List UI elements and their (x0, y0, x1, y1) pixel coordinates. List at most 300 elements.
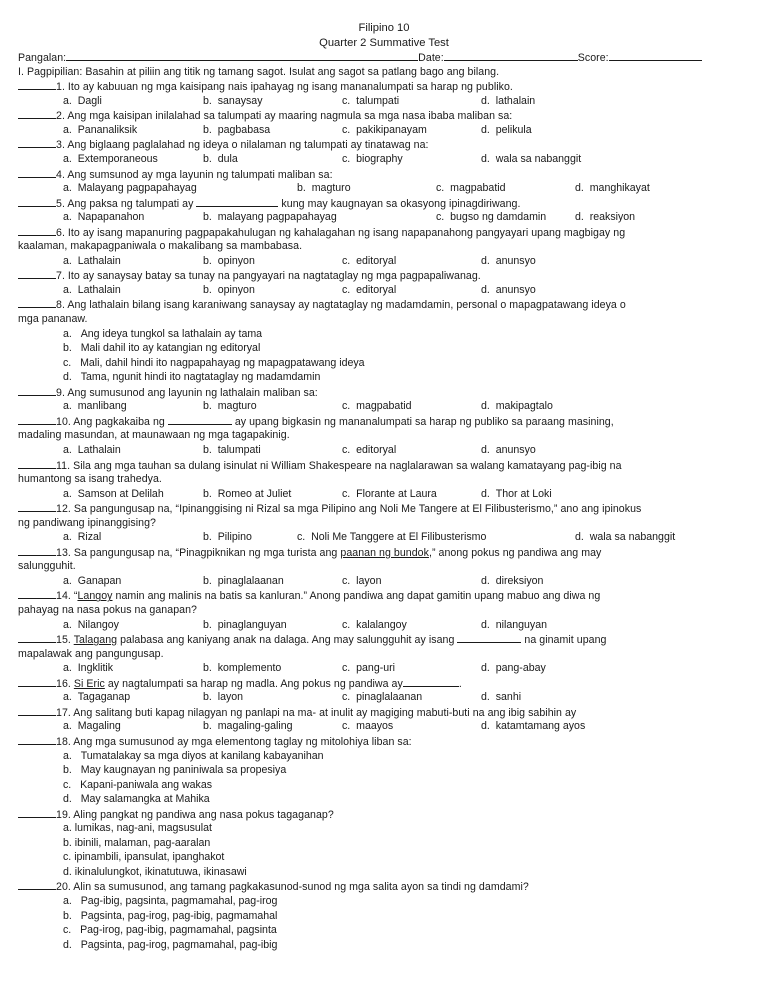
question-10-continued (18, 428, 290, 442)
question-text: humantong sa isang trahedya. (18, 473, 162, 486)
choice-11-c[interactable] (342, 487, 437, 501)
choice-text: anunsyo (495, 283, 536, 296)
choice-text: pelikula (495, 123, 532, 136)
choice-letter: c. (342, 400, 351, 413)
underlined-phrase: paanan ng bundok (340, 546, 429, 559)
question-text: 2. Ang mga kaisipan inilalahad sa talumpati ay maaring nagmula sa mga nasa ibaba maliban sa: (56, 110, 513, 123)
choice-13-a[interactable] (63, 574, 121, 588)
choice-7-a[interactable] (63, 283, 121, 297)
answer-blank-14[interactable] (18, 588, 56, 599)
answer-blank-6[interactable] (18, 225, 56, 236)
question-3 (18, 137, 429, 152)
choice-text: talumpati (217, 443, 261, 456)
choice-text: Ganapan (77, 574, 122, 587)
choice-4-b[interactable] (297, 181, 351, 195)
answer-blank-4[interactable] (18, 167, 56, 178)
question-text: pahayag na nasa pokus na ganapan? (18, 604, 197, 616)
choice-text: malayang pagpapahayag (217, 211, 337, 224)
choice-16-c[interactable] (342, 690, 422, 704)
choice-text: magpabatid (450, 182, 506, 195)
choice-7-c[interactable] (342, 283, 396, 297)
choice-18-c[interactable] (63, 778, 212, 792)
choice-10-b[interactable] (203, 443, 261, 457)
answer-blank-9[interactable] (18, 385, 56, 396)
choice-text: anunsyo (495, 443, 536, 456)
choice-1-c[interactable] (342, 94, 399, 108)
choice-text: May salamangka at Mahika (80, 793, 210, 806)
choice-9-a[interactable] (63, 399, 127, 413)
question-20 (18, 879, 529, 894)
choice-text: Tumatalakay sa mga diyos at kanilang kabayanihan (80, 749, 324, 762)
choice-5-d[interactable] (575, 210, 635, 224)
question-11-continued (18, 472, 162, 486)
choice-letter: b. (63, 342, 72, 355)
choice-text: maayos (356, 720, 394, 733)
question-text: ng pandiwang ipinanggising? (18, 516, 157, 529)
choice-1-b[interactable] (203, 94, 263, 108)
choice-text: reaksiyon (589, 211, 636, 224)
choice-text: Napapanahon (77, 211, 145, 224)
choice-20-d[interactable] (63, 938, 277, 952)
choice-8-b[interactable] (63, 341, 260, 355)
choice-text: makipagtalo (495, 400, 553, 413)
question-text: kung may kaugnayan sa okasyong ipinagdiriwang. (278, 197, 521, 210)
choice-letter: c. (342, 283, 351, 296)
choice-letter: d. (481, 400, 490, 413)
choice-letter: a. (63, 691, 72, 704)
question-13 (18, 545, 601, 560)
choice-text: magturo (311, 182, 351, 195)
choice-letter: a. (63, 152, 72, 165)
answer-blank-10[interactable] (18, 414, 56, 425)
choice-text: Florante at Laura (356, 487, 437, 500)
choice-14-b[interactable] (203, 618, 287, 632)
question-text: 8. Ang lathalain bilang isang karaniwang sanaysay ay nagtataglay ng madamdamin, personal o mapagpatawang ideya o (56, 299, 626, 312)
choice-15-c[interactable] (342, 661, 395, 675)
choice-letter: a. (63, 254, 72, 267)
choice-letter: d. (481, 283, 490, 296)
choice-9-d[interactable] (481, 399, 553, 413)
name-label: Pangalan: (18, 52, 67, 65)
choice-18-a[interactable] (63, 749, 324, 763)
choice-text: editoryal (356, 443, 397, 456)
choice-4-a[interactable] (63, 181, 197, 195)
question-text: 14. “ (56, 590, 78, 603)
choice-15-d[interactable] (481, 661, 546, 675)
choice-letter: d. (481, 123, 490, 136)
choice-text: lathalain (495, 94, 536, 107)
choice-11-a[interactable] (63, 487, 164, 501)
choice-letter: c. (63, 924, 72, 937)
choice-text: Pilipino (217, 531, 252, 544)
choice-text: katamtamang ayos (495, 720, 586, 733)
question-text: 20. Alin sa sumusunod, ang tamang pagkakasunod-sunod ng mga salita ayon sa tindi ng damdami? (56, 881, 529, 894)
choice-letter: c. (342, 487, 351, 500)
choice-12-d[interactable] (575, 530, 675, 544)
choice-letter: c. (342, 662, 351, 675)
choice-text: Pag-irog, pag-ibig, pagmamahal, pagsinta (80, 924, 277, 937)
date-label: Date: (418, 52, 444, 65)
choice-letter: b. (63, 909, 72, 922)
choice-14-a[interactable] (63, 618, 119, 632)
choice-text: manlibang (77, 400, 127, 413)
choice-text: layon (356, 574, 382, 587)
choice-6-b[interactable] (203, 254, 255, 268)
choice-letter: c. (342, 94, 351, 107)
choice-19-c[interactable] (63, 850, 224, 864)
choice-letter: d. (481, 443, 490, 456)
choice-text: pagbabasa (217, 123, 271, 136)
question-text: ay upang bigkasin ng mananalumpati sa harap ng publiko sa paraang masining, (231, 415, 614, 428)
question-text: 4. Ang sumsunod ay mga layunin ng talumpati maliban sa: (56, 168, 333, 181)
answer-blank-3[interactable] (18, 137, 56, 148)
choice-letter: c. (342, 152, 351, 165)
choice-3-b[interactable] (203, 152, 238, 166)
choice-letter: d. (481, 254, 490, 267)
choice-19-d[interactable] (63, 865, 247, 879)
choice-3-c[interactable] (342, 152, 403, 166)
answer-blank-19[interactable] (18, 807, 56, 818)
question-text: 17. Ang salitang buti kapag nilagyan ng panlapi na ma- at inulit ay magiging mabuti-buti na ang ibig sabihin ay (56, 706, 577, 719)
choice-text: Extemporaneous (77, 152, 158, 165)
choice-11-d[interactable] (481, 487, 552, 501)
choice-text: pinaglalaanan (356, 691, 423, 704)
choice-11-b[interactable] (203, 487, 291, 501)
choice-text: layon (217, 691, 244, 704)
choice-letter: a. (63, 662, 72, 675)
choice-letter: a. (63, 574, 72, 587)
choice-20-a[interactable] (63, 894, 277, 908)
choice-letter: c. (63, 356, 72, 369)
choice-letter: c. (342, 254, 351, 267)
question-text: 15. (56, 634, 74, 647)
question-text: 5. Ang paksa ng talumpati ay (56, 197, 197, 210)
choice-text: wala sa nabanggit (495, 152, 582, 165)
choice-17-c[interactable] (342, 719, 393, 733)
choice-text: Kapani-paniwala ang wakas (80, 778, 213, 791)
answer-blank-11[interactable] (18, 458, 56, 469)
choice-letter: c. (63, 778, 72, 791)
choice-text: Noli Me Tanggere at El Filibusterismo (311, 531, 487, 544)
choice-letter: d. (63, 371, 72, 384)
choice-text: biography (356, 152, 403, 165)
question-7 (18, 268, 481, 283)
question-text: madaling masundan, at maunawaan ng mga tagapakinig. (18, 429, 290, 442)
choice-text: Tama, ngunit hindi ito nagtataglay ng madamdamin (80, 371, 321, 384)
choice-text: nilanguyan (495, 618, 547, 631)
question-2 (18, 108, 512, 123)
choice-10-c[interactable] (342, 443, 396, 457)
choice-text: Ingklitik (77, 662, 114, 675)
choice-text: Lathalain (77, 443, 121, 456)
choice-5-c[interactable] (436, 210, 546, 224)
answer-blank-18[interactable] (18, 734, 56, 745)
choice-18-b[interactable] (63, 763, 286, 777)
choice-text: talumpati (356, 94, 400, 107)
answer-blank-15[interactable] (18, 632, 56, 643)
choice-19-b[interactable] (63, 836, 210, 850)
choice-text: sanhi (495, 691, 522, 704)
choice-letter: d. (481, 94, 490, 107)
choice-text: lumikas, nag-ani, magsusulat (74, 822, 212, 835)
choice-text: opinyon (217, 254, 255, 267)
answer-blank-8[interactable] (18, 297, 56, 308)
question-14-continued (18, 603, 197, 617)
choice-letter: a. (63, 443, 72, 456)
choice-letter: d. (481, 574, 490, 587)
name-field[interactable] (66, 50, 418, 61)
choice-2-c[interactable] (342, 123, 427, 137)
choice-letter: b. (63, 764, 72, 777)
question-9 (18, 385, 318, 400)
score-label: Score: (577, 52, 609, 65)
fill-in-blank (168, 414, 232, 425)
choice-text: Rizal (77, 531, 102, 544)
choice-text: opinyon (217, 283, 255, 296)
question-text: 9. Ang sumusunod ang layunin ng lathalain maliban sa: (56, 386, 318, 399)
choice-12-a[interactable] (63, 530, 101, 544)
choice-7-b[interactable] (203, 283, 255, 297)
choice-letter: b. (203, 574, 212, 587)
question-17 (18, 705, 576, 720)
question-text: mapalawak ang pangungusap. (18, 647, 164, 660)
question-text: 6. Ito ay isang mapanuring pagpapakahulugan ng kahalagahan ng isang napapanahong pangyayari upang magbigay ng (56, 226, 626, 239)
choice-text: pinaglalaanan (217, 574, 284, 587)
choice-9-c[interactable] (342, 399, 412, 413)
choice-letter: b. (203, 443, 212, 456)
choice-17-b[interactable] (203, 719, 293, 733)
choice-letter: b. (203, 211, 212, 224)
test-subtitle: Quarter 2 Summative Test (319, 36, 449, 49)
choice-text: dula (217, 152, 238, 165)
choice-letter: b. (203, 283, 212, 296)
question-text: ,” anong pokus ng pandiwa ang may (428, 546, 602, 559)
choice-text: Magaling (77, 720, 121, 733)
answer-blank-16[interactable] (18, 676, 56, 687)
date-field[interactable] (444, 50, 578, 61)
choice-6-c[interactable] (342, 254, 396, 268)
choice-13-d[interactable] (481, 574, 543, 588)
choice-letter: a. (63, 327, 72, 340)
choice-letter: d. (63, 793, 72, 806)
choice-8-c[interactable] (63, 356, 365, 370)
choice-17-d[interactable] (481, 719, 585, 733)
choice-text: Pananaliksik (77, 123, 138, 136)
underlined-phrase: Si Eric (73, 677, 105, 690)
choice-letter: b. (203, 400, 212, 413)
choice-letter: a. (63, 94, 72, 107)
choice-text: ikinalulungkot, ikinatutuwa, ikinasawi (74, 865, 247, 878)
choice-13-c[interactable] (342, 574, 381, 588)
answer-blank-20[interactable] (18, 879, 56, 890)
choice-letter: c. (342, 691, 351, 704)
choice-14-c[interactable] (342, 618, 407, 632)
choice-text: pakikipanayam (356, 123, 427, 136)
choice-text: Lathalain (77, 283, 121, 296)
question-11 (18, 458, 622, 473)
choice-letter: b. (203, 254, 212, 267)
choice-letter: a. (63, 283, 72, 296)
choice-letter: b. (203, 94, 212, 107)
choice-letter: d. (481, 662, 490, 675)
choice-3-d[interactable] (481, 152, 581, 166)
choice-letter: c. (436, 211, 445, 224)
choice-2-a[interactable] (63, 123, 137, 137)
choice-6-d[interactable] (481, 254, 536, 268)
question-19 (18, 807, 334, 822)
choice-letter: a. (63, 531, 72, 544)
choice-text: magpabatid (356, 400, 412, 413)
question-1 (18, 79, 513, 94)
choice-text: Mali dahil ito ay katangian ng editoryal (80, 342, 261, 355)
choice-letter: a. (63, 822, 72, 835)
choice-15-b[interactable] (203, 661, 281, 675)
choice-16-d[interactable] (481, 690, 521, 704)
choice-letter: a. (63, 182, 72, 195)
question-text: 3. Ang biglaang paglalahad ng ideya o nilalaman ng talumpati ay tinatawag na: (56, 139, 429, 152)
choice-text: ipinambili, ipansulat, ipanghakot (74, 851, 225, 864)
answer-blank-1[interactable] (18, 79, 56, 90)
choice-10-a[interactable] (63, 443, 121, 457)
choice-12-c[interactable] (297, 530, 486, 544)
choice-1-a[interactable] (63, 94, 102, 108)
question-15-continued (18, 647, 164, 661)
question-14 (18, 588, 600, 603)
choice-text: ibinili, malaman, pag-aaralan (74, 836, 211, 849)
choice-text: pang-uri (356, 662, 396, 675)
question-text: 7. Ito ay sanaysay batay sa tunay na pangyayari na nagtataglay ng mga pagpapaliwanag. (56, 270, 481, 283)
choice-13-b[interactable] (203, 574, 284, 588)
choice-letter: d. (481, 691, 490, 704)
choice-letter: c. (436, 182, 445, 195)
choice-text: Dagli (77, 94, 102, 107)
choice-letter: b. (203, 720, 212, 733)
choice-3-a[interactable] (63, 152, 158, 166)
name-date-score-line (18, 50, 702, 65)
choice-2-d[interactable] (481, 123, 532, 137)
choice-letter: a. (63, 123, 72, 136)
choice-12-b[interactable] (203, 530, 252, 544)
question-4 (18, 167, 333, 182)
choice-17-a[interactable] (63, 719, 121, 733)
choice-16-b[interactable] (203, 690, 243, 704)
answer-blank-13[interactable] (18, 545, 56, 556)
question-8 (18, 297, 626, 312)
choice-20-c[interactable] (63, 923, 277, 937)
choice-letter: b. (203, 618, 212, 631)
fill-in-blank (457, 632, 521, 643)
choice-letter: d. (481, 487, 490, 500)
choice-letter: a. (63, 618, 72, 631)
choice-8-a[interactable] (63, 327, 262, 341)
question-12-continued (18, 516, 156, 530)
score-field[interactable] (609, 50, 702, 61)
choice-text: May kaugnayan ng paniniwala sa propesiya (80, 764, 287, 777)
choice-letter: a. (63, 487, 72, 500)
choice-text: anunsyo (495, 254, 536, 267)
choice-letter: c. (342, 443, 351, 456)
choice-8-d[interactable] (63, 370, 320, 384)
choice-1-d[interactable] (481, 94, 535, 108)
choice-letter: d. (575, 211, 584, 224)
choice-18-d[interactable] (63, 792, 210, 806)
choice-16-a[interactable] (63, 690, 130, 704)
question-text: na ginamit upang (521, 634, 607, 647)
question-13-continued (18, 559, 76, 573)
answer-blank-17[interactable] (18, 705, 56, 716)
choice-letter: a. (63, 720, 72, 733)
question-text: namin ang malinis na batis sa kanluran.” Anong pandiwa ang dapat gamitin upang mabuo ang diwa ng (112, 590, 601, 603)
choice-text: komplemento (217, 662, 282, 675)
choice-5-a[interactable] (63, 210, 144, 224)
question-5 (18, 196, 520, 211)
answer-blank-7[interactable] (18, 268, 56, 279)
choice-letter: a. (63, 211, 72, 224)
choice-7-d[interactable] (481, 283, 536, 297)
choice-letter: a. (63, 400, 72, 413)
question-8-continued (18, 312, 88, 326)
choice-text: Samson at Delilah (77, 487, 164, 500)
choice-letter: d. (575, 531, 584, 544)
choice-letter: d. (575, 182, 584, 195)
choice-15-a[interactable] (63, 661, 113, 675)
choice-letter: c. (342, 574, 351, 587)
choice-text: magaling-galing (217, 720, 293, 733)
choice-text: editoryal (356, 254, 397, 267)
choice-5-b[interactable] (203, 210, 337, 224)
question-text: 19. Aling pangkat ng pandiwa ang nasa pokus tagaganap? (56, 808, 334, 821)
choice-4-c[interactable] (436, 181, 506, 195)
choice-letter: c. (342, 720, 351, 733)
question-6-continued (18, 239, 302, 253)
choice-text: kalalangoy (356, 618, 407, 631)
question-text: 12. Sa pangungusap na, “Ipinanggising ni Rizal sa mga Pilipino ang Noli Me Tangere at El Filibusterismo,” ano ang ipinokus (56, 503, 642, 516)
choice-20-b[interactable] (63, 909, 277, 923)
choice-letter: d. (481, 720, 490, 733)
choice-text: Malayang pagpapahayag (77, 182, 197, 195)
choice-9-b[interactable] (203, 399, 257, 413)
choice-text: Pag-ibig, pagsinta, pagmamahal, pag-irog (80, 895, 278, 907)
choice-letter: a. (63, 895, 72, 907)
choice-letter: b. (203, 531, 212, 544)
choice-text: Mali, dahil hindi ito nagpapahayag ng mapagpatawang ideya (80, 356, 365, 369)
choice-text: Ang ideya tungkol sa lathalain ay tama (80, 327, 263, 340)
choice-text: Thor at Loki (495, 487, 552, 500)
answer-blank-5[interactable] (18, 196, 56, 207)
choice-14-d[interactable] (481, 618, 547, 632)
choice-text: Nilangoy (77, 618, 119, 631)
choice-2-b[interactable] (203, 123, 270, 137)
choice-6-a[interactable] (63, 254, 121, 268)
choice-10-d[interactable] (481, 443, 536, 457)
choice-letter: d. (63, 865, 72, 878)
choice-text: Tagaganap (77, 691, 131, 704)
question-16 (18, 676, 462, 691)
question-text: palabasa ang kaniyang anak na dalaga. Ang may salungguhit ay isang (117, 634, 458, 647)
choice-text: manghikayat (589, 182, 650, 195)
choice-letter: b. (203, 152, 212, 165)
choice-4-d[interactable] (575, 181, 650, 195)
fill-in-blank (403, 676, 459, 687)
choice-19-a[interactable] (63, 821, 212, 835)
answer-blank-2[interactable] (18, 108, 56, 119)
instructions: I. Pagpipilian: Basahin at piliin ang titik ng tamang sagot. Isulat ang sagot sa patlang bago ang bilang. (18, 65, 500, 78)
question-text: 10. Ang pagkakaiba ng (56, 415, 168, 428)
question-12 (18, 501, 641, 516)
choice-text: Pagsinta, pag-irog, pag-ibig, pagmamahal (80, 909, 278, 922)
test-title: Filipino 10 (358, 22, 410, 34)
answer-blank-12[interactable] (18, 501, 56, 512)
